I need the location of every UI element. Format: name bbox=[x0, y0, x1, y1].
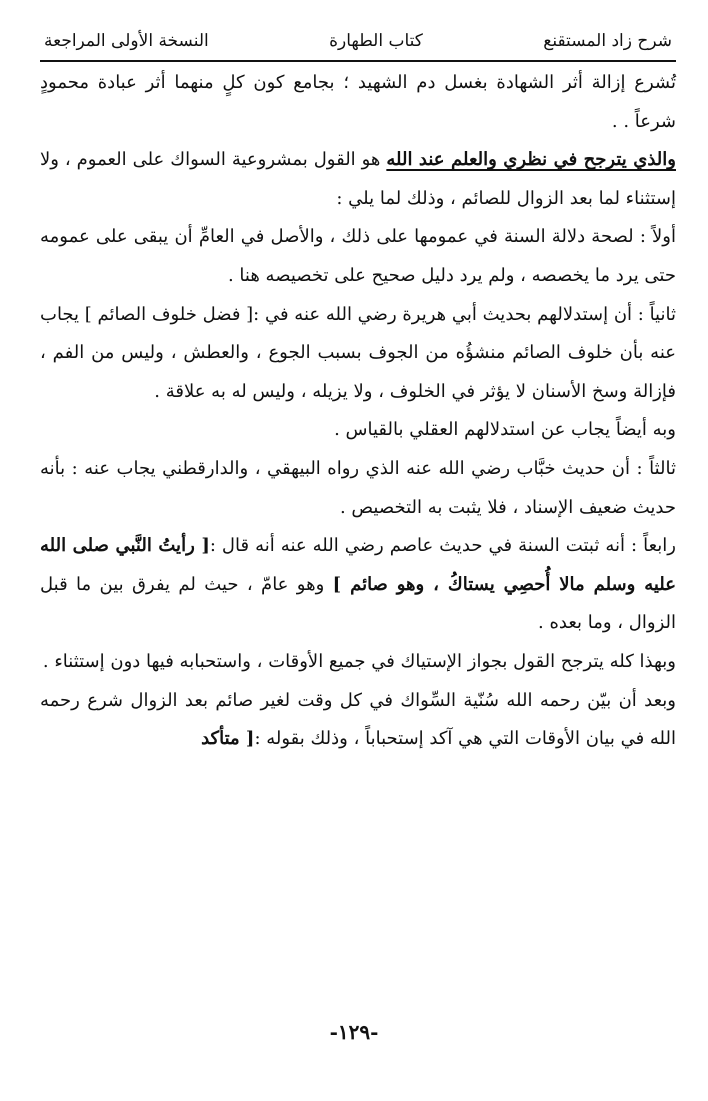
paragraph-3 bbox=[40, 218, 676, 295]
header-book-title: شرح زاد المستقنع bbox=[543, 31, 672, 51]
paragraph-7 bbox=[40, 527, 676, 643]
paragraph-text: وبهذا كله يترجح القول بجواز الإستياك في جميع الأوقات ، واستحبابه فيها دون إستثناء . bbox=[42, 650, 676, 672]
paragraph-prefix: وبعد أن بيّن رحمه الله سُنّية السِّواك في كل وقت لغير صائم بعد الزوال شرع رحمه الله في بيان الأوقات التي هي آكد إستحباباً ، وذلك بقوله : bbox=[40, 689, 676, 750]
paragraph-text: هو القول بمشروعية السواك على العموم ، ولا إستثناء لما بعد الزوال للصائم ، وذلك لما يلي : bbox=[40, 149, 676, 209]
document-page bbox=[40, 28, 676, 759]
running-header bbox=[40, 28, 676, 62]
paragraph-6 bbox=[40, 450, 676, 527]
paragraph-2 bbox=[40, 141, 676, 218]
paragraph-text: وبه أيضاً يجاب عن استدلالهم العقلي بالقياس . bbox=[334, 419, 676, 441]
page-number: -١٢٩- bbox=[329, 1020, 379, 1044]
header-edition: النسخة الأولى المراجعة bbox=[44, 31, 209, 51]
matn-quote: [ متأكد bbox=[201, 728, 255, 750]
paragraph-1 bbox=[40, 64, 676, 141]
paragraph-text: أولاً : لصحة دلالة السنة في عمومها على ذلك ، والأصل في العامِّ أن يبقى على عمومه حتى يرد ما يخصصه ، ولم يرد دليل صحيح على تخصيصه هنا . bbox=[40, 226, 676, 286]
paragraph-text: وهو عامّ ، حيث لم يفرق بين ما قبل الزوال ، وما بعده . bbox=[40, 573, 676, 634]
paragraph-text: تُشرع إزالة أثر الشهادة بغسل دم الشهيد ؛ بجامع كون كلٍ منهما أثر عبادة محمودٍ شرعاً . . bbox=[40, 72, 676, 132]
paragraph-prefix: رابعاً : أنه ثبتت السنة في حديث عاصم رضي الله عنه أنه قال : bbox=[209, 535, 676, 557]
hadith-quote: [ رأيتُ النَّبي صلى الله عليه وسلم مالا أُحصِي يستاكُ ، وهو صائم ] bbox=[40, 535, 676, 595]
paragraph-8 bbox=[40, 643, 676, 682]
paragraph-4 bbox=[40, 296, 676, 412]
page-body bbox=[40, 64, 676, 759]
paragraph-5 bbox=[40, 411, 676, 450]
paragraph-text: ثانياً : أن إستدلالهم بحديث أبي هريرة رضي الله عنه في :[ فضل خلوف الصائم ] يجاب عنه بأن خلوف الصائم منشؤُه من الجوف بسبب الجوع ، والعطش ، وليس من الفم ، فإزالة وسخ الأسنان لا يؤثر في الخلوف ، ولا يزيله ، وليس له به علاقة . bbox=[40, 303, 676, 402]
header-chapter-title: كتاب الطهارة bbox=[329, 31, 423, 51]
paragraph-lead-heading: والذي يترجح في نظري والعلم عند الله bbox=[386, 149, 676, 171]
paragraph-9 bbox=[40, 682, 676, 759]
paragraph-text: ثالثاً : أن حديث خبَّاب رضي الله عنه الذي رواه البيهقي ، والدارقطني يجاب عنه : بأنه حديث ضعيف الإسناد ، فلا يثبت به التخصيص . bbox=[40, 457, 676, 518]
